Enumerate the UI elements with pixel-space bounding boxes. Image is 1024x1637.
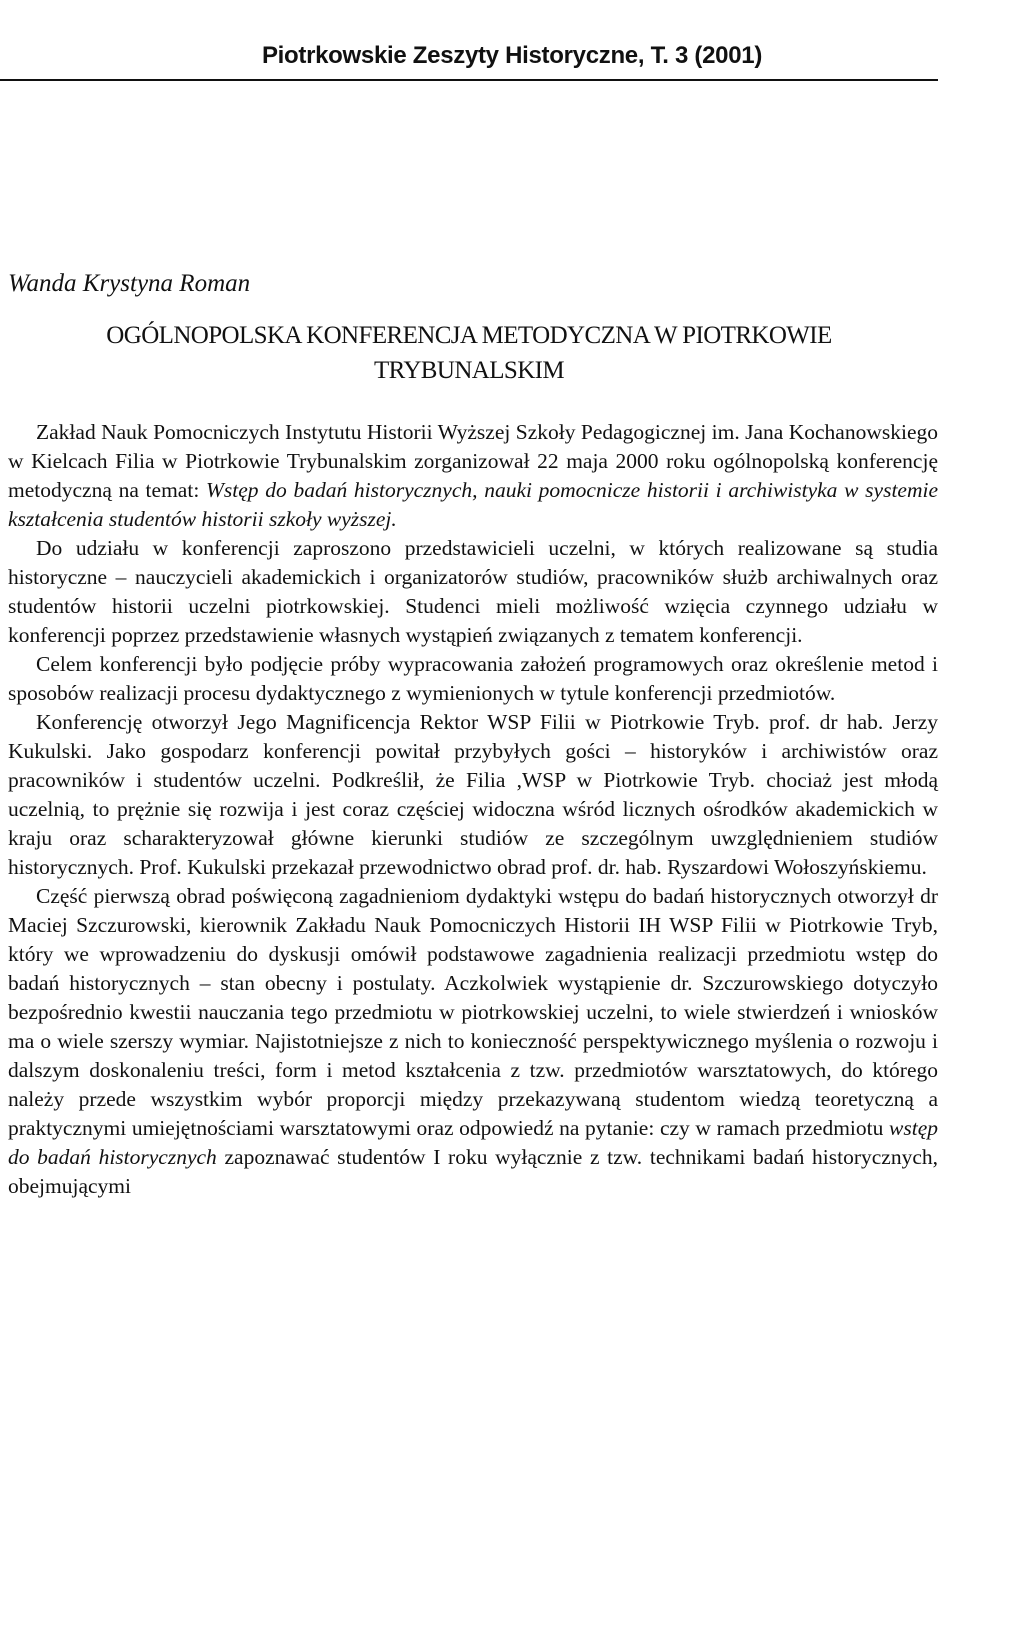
header-rule [0, 79, 938, 81]
paragraph-1-text: Zakład Nauk Pomocniczych Instytutu Historii Wyższej Szkoły Pedagogicznej im. Jana Kochanowskiego w Kielcach Filia w Piotrkowie Trybunalskim zorganizował 22 maja 2000 roku ogólnopolską konferencję metodyczną na temat: [8, 420, 938, 502]
title-line-1: OGÓLNOPOLSKA KONFERENCJA METODYCZNA W PIOTRKOWIE [106, 322, 832, 349]
paragraph-5-text: Część pierwszą obrad poświęconą zagadnieniom dydaktyki wstępu do badań historycznych otworzył dr Maciej Szczurowski, kierownik Zakładu Nauk Pomocniczych Historii IH WSP Filii w Piotrkowie Tryb, który we wprowadzeniu do dyskusji omówił podstawowe zagadnienia realizacji przedmiotu wstęp do badań historycznych – stan obecny i postulaty. Aczkolwiek wystąpienie dr. Szczurowskiego dotyczyło bezpośrednio kwestii nauczania tego przedmiotu w piotrkowskiej uczelni, to wiele stwierdzeń i wniosków ma o wiele szerszy wymiar. Najistotniejsze z nich to konieczność perspektywicznego myślenia o rozwoju i dalszym doskonaleniu treści, form i metod kształcenia z tzw. przedmiotów warsztatowych, do którego należy przede wszystkim wybór proporcji między przekazywaną studentom wiedzą teoretyczną a praktycznymi umiejętnościami warsztatowymi oraz odpowiedź na pytanie: czy w ramach przedmiotu [8, 884, 938, 1140]
paragraph-4: Konferencję otworzył Jego Magnificencja Rektor WSP Filii w Piotrkowie Tryb. prof. dr hab. Jerzy Kukulski. Jako gospodarz konferencji powitał przybyłych gości – historyków i archiwistów oraz pracowników i studentów uczelni. Podkreślił, że Filia ,WSP w Piotrkowie Tryb. chociaż jest młodą uczelnią, to prężnie się rozwija i jest coraz częściej widoczna wśród licznych ośrodków akademickich w kraju oraz scharakteryzował główne kierunki studiów ze szczególnym uwzględnieniem studiów historycznych. Prof. Kukulski przekazał przewodnictwo obrad prof. dr. hab. Ryszardowi Wołoszyńskiemu. [8, 710, 938, 879]
paragraph-3: Celem konferencji było podjęcie próby wypracowania założeń programowych oraz określenie metod i sposobów realizacji procesu dydaktycznego z wymienionych w tytule konferencji przedmiotów. [8, 652, 938, 705]
subject-name: wstęp do badań historycznych [8, 1116, 938, 1169]
title-line-2: TRYBUNALSKIM [373, 357, 565, 384]
article-title [0, 318, 938, 388]
paragraph-1 [8, 418, 938, 534]
paragraph-5-tail: zapoznawać studentów I roku wyłącznie z tzw. technikami badań historycznych, obejmującymi [8, 1145, 939, 1198]
author-name: Wanda Krystyna Roman [8, 270, 251, 297]
conference-topic: Wstęp do badań historycznych, nauki pomocnicze historii i archiwistyka w systemie kształcenia studentów historii szkoły wyższej. [8, 478, 939, 531]
running-head: Piotrkowskie Zeszyty Historyczne, T. 3 (2001) [261, 42, 763, 69]
article-body [8, 418, 938, 1201]
paragraph-2: Do udziału w konferencji zaproszono przedstawicieli uczelni, w których realizowane są studia historyczne – nauczycieli akademickich i organizatorów studiów, pracowników służb archiwalnych oraz studentów historii uczelni piotrkowskiej. Studenci mieli możliwość wzięcia czynnego udziału w konferencji poprzez przedstawienie własnych wystąpień związanych z tematem konferencji. [8, 536, 938, 647]
paragraph-5 [8, 882, 938, 1201]
